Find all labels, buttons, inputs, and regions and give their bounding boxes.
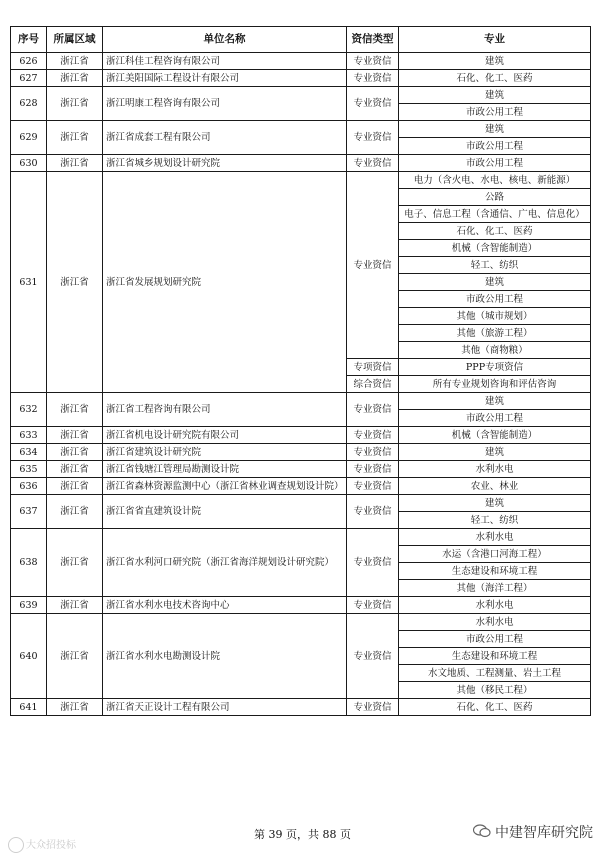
cell-specialty: 其他（商物粮） (399, 342, 591, 359)
cell-unit-name: 浙江省水利水电勘测设计院 (103, 614, 347, 699)
cell-qual-type: 专业资信 (347, 70, 399, 87)
cell-specialty: PPP专项资信 (399, 359, 591, 376)
cell-qual-type: 综合资信 (347, 376, 399, 393)
table-row (11, 121, 591, 138)
cell-unit-name: 浙江省城乡规划设计研究院 (103, 155, 347, 172)
cell-no: 631 (11, 172, 47, 393)
cell-region: 浙江省 (47, 529, 103, 597)
cell-unit-name: 浙江省省直建筑设计院 (103, 495, 347, 529)
cell-unit-name: 浙江省工程咨询有限公司 (103, 393, 347, 427)
cell-specialty: 其他（移民工程） (399, 682, 591, 699)
cell-no: 630 (11, 155, 47, 172)
cell-specialty: 生态建设和环境工程 (399, 648, 591, 665)
cell-qual-type: 专业资信 (347, 155, 399, 172)
header-region: 所属区域 (47, 27, 103, 53)
cell-no: 627 (11, 70, 47, 87)
cell-region: 浙江省 (47, 121, 103, 155)
cell-specialty: 石化、化工、医药 (399, 223, 591, 240)
table-header-row (11, 27, 591, 53)
table-row (11, 427, 591, 444)
cell-unit-name: 浙江美阳国际工程设计有限公司 (103, 70, 347, 87)
header-specialty: 专业 (399, 27, 591, 53)
watermark-right-text: 中建智库研究院 (495, 825, 593, 841)
cell-qual-type: 专业资信 (347, 529, 399, 597)
table-row (11, 597, 591, 614)
cell-qual-type: 专业资信 (347, 461, 399, 478)
cell-no: 633 (11, 427, 47, 444)
cell-qual-type: 专业资信 (347, 87, 399, 121)
cell-region: 浙江省 (47, 87, 103, 121)
table-row (11, 529, 591, 546)
table-row (11, 699, 591, 716)
cell-specialty: 石化、化工、医药 (399, 70, 591, 87)
cell-specialty: 所有专业规划咨询和评估咨询 (399, 376, 591, 393)
cell-region: 浙江省 (47, 699, 103, 716)
cell-unit-name: 浙江省天正设计工程有限公司 (103, 699, 347, 716)
cell-qual-type: 专业资信 (347, 699, 399, 716)
cell-specialty: 建筑 (399, 53, 591, 70)
cell-unit-name: 浙江省钱塘江管理局勘测设计院 (103, 461, 347, 478)
cell-specialty: 建筑 (399, 495, 591, 512)
page-number: 第 39 页，共 88 页 (254, 828, 351, 841)
table-row (11, 87, 591, 104)
cell-unit-name: 浙江省建筑设计研究院 (103, 444, 347, 461)
cell-region: 浙江省 (47, 495, 103, 529)
qualification-table (10, 26, 591, 716)
cell-no: 641 (11, 699, 47, 716)
cell-unit-name: 浙江省成套工程有限公司 (103, 121, 347, 155)
header-qual-type: 资信类型 (347, 27, 399, 53)
cell-qual-type: 专业资信 (347, 478, 399, 495)
cell-specialty: 轻工、纺织 (399, 257, 591, 274)
cell-specialty: 水利水电 (399, 614, 591, 631)
cell-specialty: 建筑 (399, 121, 591, 138)
cell-specialty: 市政公用工程 (399, 410, 591, 427)
cell-specialty: 建筑 (399, 393, 591, 410)
cell-specialty: 水利水电 (399, 461, 591, 478)
cell-specialty: 石化、化工、医药 (399, 699, 591, 716)
cell-specialty: 市政公用工程 (399, 631, 591, 648)
cell-no: 635 (11, 461, 47, 478)
cell-unit-name: 浙江科佳工程咨询有限公司 (103, 53, 347, 70)
cell-qual-type: 专业资信 (347, 444, 399, 461)
cell-qual-type: 专业资信 (347, 495, 399, 529)
cell-no: 632 (11, 393, 47, 427)
cell-specialty: 建筑 (399, 444, 591, 461)
table-row (11, 614, 591, 631)
cell-specialty: 机械（含智能制造） (399, 240, 591, 257)
cell-region: 浙江省 (47, 155, 103, 172)
table-row (11, 393, 591, 410)
cell-qual-type: 专业资信 (347, 427, 399, 444)
table-row (11, 461, 591, 478)
cell-unit-name: 浙江省机电设计研究院有限公司 (103, 427, 347, 444)
cell-region: 浙江省 (47, 444, 103, 461)
cell-specialty: 市政公用工程 (399, 291, 591, 308)
table-body (11, 53, 591, 716)
cell-region: 浙江省 (47, 478, 103, 495)
cell-region: 浙江省 (47, 70, 103, 87)
cell-region: 浙江省 (47, 614, 103, 699)
watermark-left-text: 大众招投标 (26, 840, 76, 851)
cell-unit-name: 浙江省水利河口研究院（浙江省海洋规划设计研究院） (103, 529, 347, 597)
wechat-icon (473, 824, 491, 842)
cell-specialty: 市政公用工程 (399, 155, 591, 172)
header-no: 序号 (11, 27, 47, 53)
cell-specialty: 市政公用工程 (399, 104, 591, 121)
cell-qual-type: 专业资信 (347, 172, 399, 359)
cell-specialty: 机械（含智能制造） (399, 427, 591, 444)
cell-specialty: 水利水电 (399, 597, 591, 614)
table-row (11, 53, 591, 70)
cell-qual-type: 专业资信 (347, 597, 399, 614)
cell-qual-type: 专业资信 (347, 121, 399, 155)
cell-specialty: 生态建设和环境工程 (399, 563, 591, 580)
cell-unit-name: 浙江省发展规划研究院 (103, 172, 347, 393)
table-row (11, 444, 591, 461)
cell-region: 浙江省 (47, 172, 103, 393)
cell-no: 628 (11, 87, 47, 121)
cell-specialty: 其他（海洋工程） (399, 580, 591, 597)
cell-specialty: 其他（城市规划） (399, 308, 591, 325)
cell-qual-type: 专业资信 (347, 614, 399, 699)
cell-qual-type: 专项资信 (347, 359, 399, 376)
cell-specialty: 市政公用工程 (399, 138, 591, 155)
table-row (11, 172, 591, 189)
header-unit-name: 单位名称 (103, 27, 347, 53)
table-row (11, 495, 591, 512)
table-row (11, 155, 591, 172)
cell-no: 629 (11, 121, 47, 155)
table-row (11, 70, 591, 87)
cell-specialty: 建筑 (399, 274, 591, 291)
cell-no: 637 (11, 495, 47, 529)
watermark-left (8, 836, 76, 853)
cell-specialty: 水文地质、工程测量、岩土工程 (399, 665, 591, 682)
cell-specialty: 电力（含火电、水电、核电、新能源） (399, 172, 591, 189)
cell-no: 638 (11, 529, 47, 597)
cell-specialty: 公路 (399, 189, 591, 206)
cell-specialty: 建筑 (399, 87, 591, 104)
watermark-logo-icon (8, 837, 24, 853)
cell-specialty: 农业、林业 (399, 478, 591, 495)
cell-region: 浙江省 (47, 427, 103, 444)
cell-no: 640 (11, 614, 47, 699)
watermark-right (473, 822, 593, 842)
cell-no: 626 (11, 53, 47, 70)
cell-specialty: 水利水电 (399, 529, 591, 546)
cell-no: 636 (11, 478, 47, 495)
cell-unit-name: 浙江明康工程咨询有限公司 (103, 87, 347, 121)
cell-qual-type: 专业资信 (347, 53, 399, 70)
cell-region: 浙江省 (47, 597, 103, 614)
cell-no: 639 (11, 597, 47, 614)
cell-region: 浙江省 (47, 461, 103, 478)
cell-region: 浙江省 (47, 53, 103, 70)
cell-specialty: 电子、信息工程（含通信、广电、信息化） (399, 206, 591, 223)
cell-region: 浙江省 (47, 393, 103, 427)
cell-specialty: 轻工、纺织 (399, 512, 591, 529)
table-row (11, 478, 591, 495)
cell-unit-name: 浙江省水利水电技术咨询中心 (103, 597, 347, 614)
cell-specialty: 其他（旅游工程） (399, 325, 591, 342)
cell-unit-name: 浙江省森林资源监测中心（浙江省林业调查规划设计院） (103, 478, 347, 495)
cell-specialty: 水运（含港口河海工程） (399, 546, 591, 563)
cell-qual-type: 专业资信 (347, 393, 399, 427)
cell-no: 634 (11, 444, 47, 461)
